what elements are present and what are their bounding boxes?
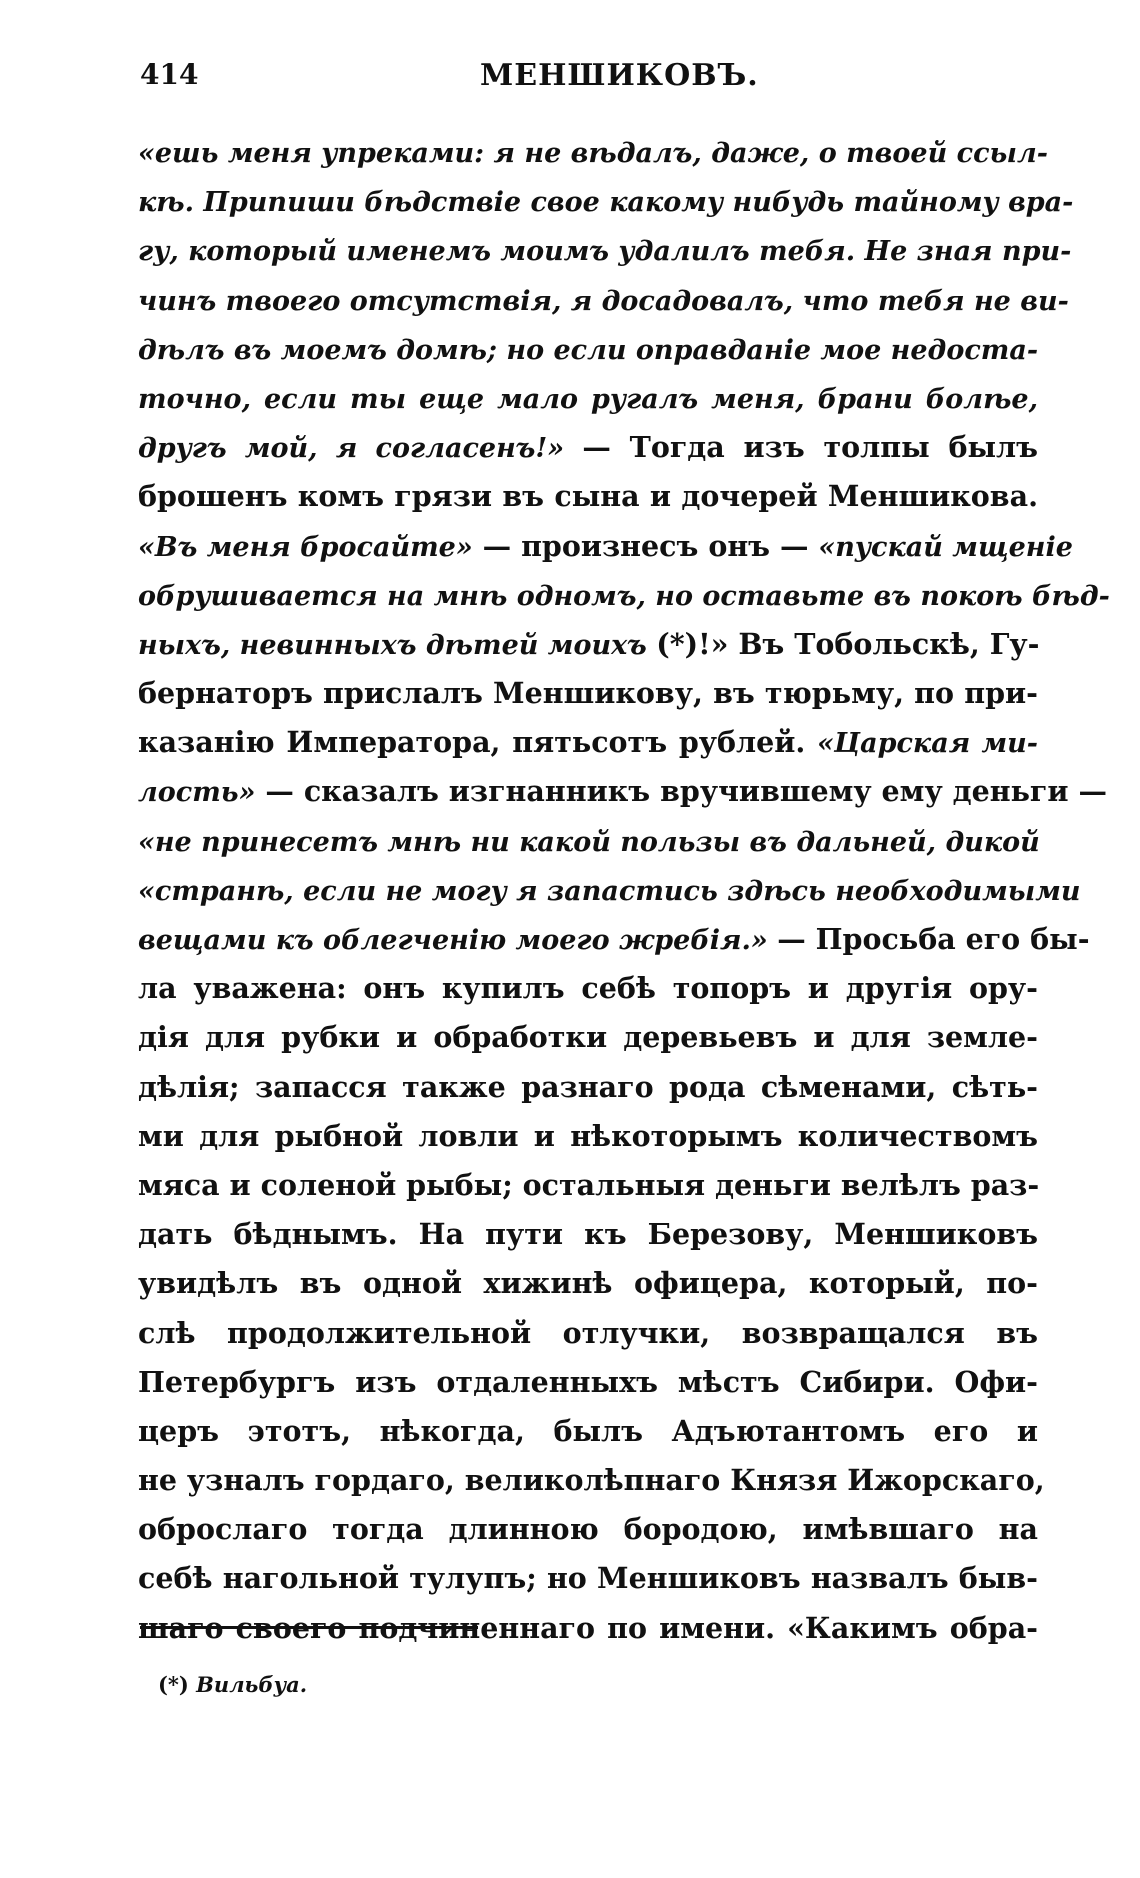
text-segment: увидѣлъ въ одной хижинѣ офицера, который, по- <box>138 1266 1038 1301</box>
text-segment: дѣлія; запасся также разнаго рода сѣменами, сѣть- <box>138 1069 1038 1104</box>
text-segment: шаго своего подчиненнаго по имени. «Какимъ обра- <box>138 1610 1038 1645</box>
text-line <box>138 1407 1038 1456</box>
page-number: 414 <box>140 58 199 91</box>
text-segment: вещами къ облегченію моего жребія.» <box>138 925 778 956</box>
text-segment: не узналъ гордаго, великолѣпнаго Князя Ижорскаго, <box>138 1463 1045 1498</box>
text-segment: чинъ твоего отсутствія, я досадовалъ, что тебя не ви- <box>138 285 1069 317</box>
text-segment: кѣ. Припиши бѣдствіе свое какому нибудь тайному вра- <box>138 187 1074 219</box>
text-line <box>138 226 1072 275</box>
text-segment: слѣ продолжительной отлучки, возвращался въ <box>138 1315 1038 1350</box>
text-line <box>138 620 1038 669</box>
text-segment: лость» <box>138 777 256 809</box>
text-segment: казанію Императора, пятьсотъ рублей. <box>138 725 818 760</box>
text-line <box>138 767 1107 816</box>
text-segment: «Царская ми- <box>817 728 1038 760</box>
text-segment: брошенъ комъ грязи въ сына и дочерей Меншикова. <box>138 479 1038 514</box>
text-segment: ныхъ, невинныхъ дѣтей моихъ <box>138 629 657 661</box>
text-segment: «не принесетъ мнѣ ни какой пользы въ дальней, дикой <box>138 826 1040 858</box>
text-line <box>138 866 1081 915</box>
text-line <box>138 817 1038 866</box>
text-segment: гу, который именемъ моимъ удалилъ тебя. Не зная при- <box>138 236 1072 268</box>
text-line <box>138 128 1048 177</box>
text-line <box>138 177 1074 226</box>
text-segment: (*)!» Въ Тобольскѣ, Гу- <box>656 626 1040 661</box>
text-line <box>138 522 1073 571</box>
text-line <box>138 1210 1038 1259</box>
body-text <box>138 128 1110 1653</box>
text-segment: дѣлъ въ моемъ домѣ; но если оправданіе мое недоста- <box>138 334 1039 366</box>
page-header <box>140 58 1040 108</box>
text-line <box>138 423 1038 472</box>
text-line <box>138 325 1038 374</box>
text-line <box>138 1358 1038 1407</box>
text-segment: другъ мой, я согласенъ!» <box>138 433 583 465</box>
text-segment: бернаторъ прислалъ Меншикову, въ тюрьму, по при- <box>138 676 1038 711</box>
text-segment: дія для рубки и обработки деревьевъ и для земле- <box>138 1020 1038 1055</box>
text-line <box>138 1259 1038 1308</box>
text-line <box>138 718 1038 767</box>
footnote-rule <box>140 1626 478 1629</box>
text-segment: дать бѣднымъ. На пути къ Березову, Меншиковъ <box>138 1217 1038 1252</box>
text-line <box>138 1505 1038 1554</box>
text-segment: точно, если ты еще мало ругалъ меня, брани болѣе, <box>138 383 1038 415</box>
text-line <box>138 915 1090 964</box>
running-title: МЕНШИКОВЪ. <box>480 58 759 93</box>
text-segment: ла уважена: онъ купилъ себѣ топоръ и другія ору- <box>138 971 1038 1006</box>
text-line <box>138 1554 1038 1603</box>
text-line <box>138 1013 1038 1062</box>
text-line <box>138 964 1038 1013</box>
text-segment: церъ этотъ, нѣкогда, былъ Адъютантомъ его и <box>138 1413 1038 1448</box>
text-segment: — Тогда изъ толпы былъ <box>582 430 1038 465</box>
text-segment: мяса и соленой рыбы; остальныя деньги велѣлъ раз- <box>138 1167 1040 1202</box>
text-line <box>138 1161 1038 1210</box>
text-segment: — Просьба его бы- <box>777 922 1090 956</box>
text-segment: обрушивается на мнѣ одномъ, но оставьте въ покоѣ бѣд- <box>138 580 1110 612</box>
text-line <box>138 1112 1038 1161</box>
text-line <box>138 1309 1038 1358</box>
text-segment: оброслаго тогда длинною бородою, имѣвшаго на <box>138 1512 1038 1547</box>
text-segment: — произнесъ онъ — <box>472 528 819 563</box>
text-segment: себѣ нагольной тулупъ; но Меншиковъ назвалъ быв- <box>138 1561 1038 1596</box>
text-segment: — сказалъ изгнанникъ вручившему ему деньги — <box>255 774 1107 809</box>
text-segment: «Въ меня бросайте» <box>138 531 473 563</box>
text-line <box>138 669 1038 718</box>
text-segment: «пускай мщеніе <box>818 531 1073 563</box>
text-segment: «странѣ, если не могу я запастись здѣсь необходимыми <box>138 875 1081 907</box>
text-segment: «ешь меня упреками: я не вѣдалъ, даже, о твоей ссыл- <box>138 138 1048 169</box>
text-line <box>138 374 1038 423</box>
text-segment: Петербургъ изъ отдаленныхъ мѣстъ Сибири. Офи- <box>138 1364 1038 1399</box>
text-line <box>138 276 1069 325</box>
footnote-text: Вильбуа. <box>196 1672 308 1697</box>
text-line <box>138 1456 1045 1505</box>
text-segment: ми для рыбной ловли и нѣкоторымъ количествомъ <box>138 1118 1038 1153</box>
footnote <box>158 1672 307 1697</box>
text-line <box>138 1063 1038 1112</box>
footnote-marker: (*) <box>158 1672 189 1697</box>
text-line <box>138 571 1110 620</box>
text-line <box>138 472 1038 521</box>
